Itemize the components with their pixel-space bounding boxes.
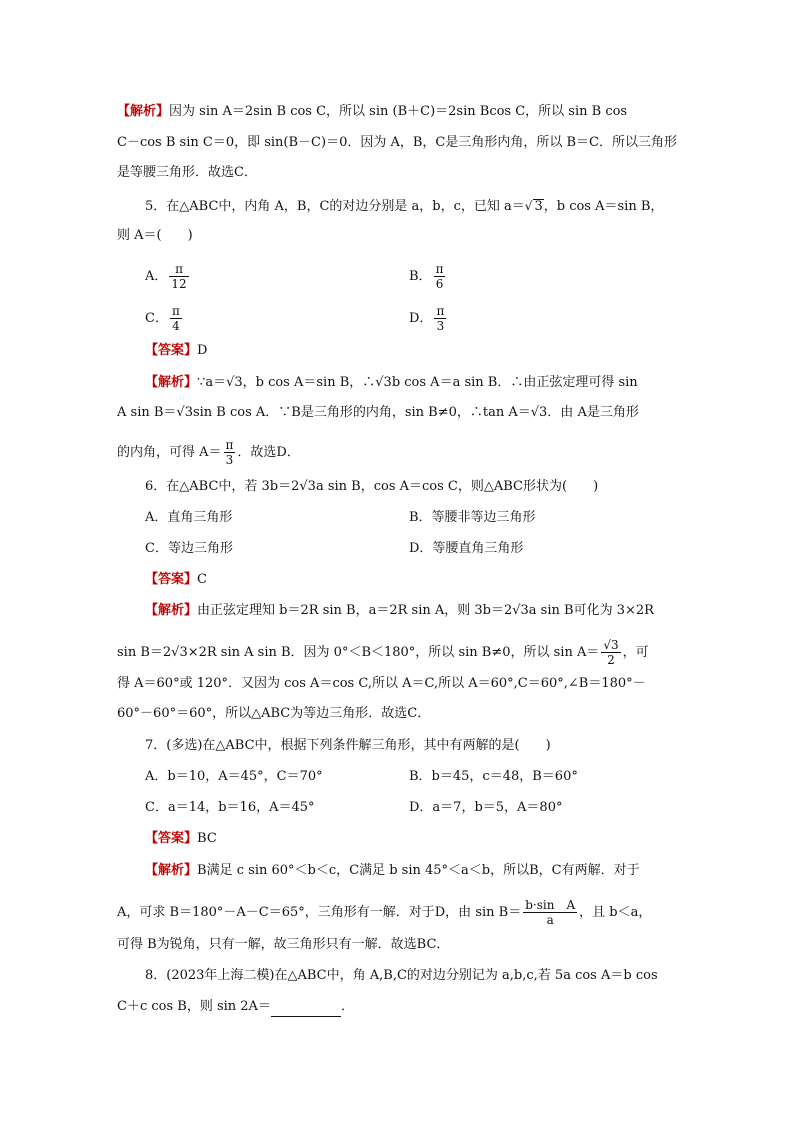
q7-answer: 【答案】BC bbox=[145, 831, 217, 846]
q5-stem-line-1: 5．在△ABC中，内角 A，B，C的对边分别是 a，b，c，已知 a＝√ 3，b cos A＝sin B， bbox=[145, 199, 664, 214]
q6-answer: 【答案】C bbox=[145, 572, 207, 587]
q6-stem: 6．在△ABC中，若 3b＝2√3a sin B，cos A＝cos C，则△ABC形状为( ) bbox=[145, 479, 599, 494]
q6-analysis-line-2: sin B＝2√3×2R sin A sin B．因为 0°＜B＜180°，所以 sin B≠0，所以 sin A＝ $\frac{√3}{2}$ ，可 bbox=[117, 638, 649, 667]
q8-stem-line-1: 8．(2023年上海二模)在△ABC中，角 A,B,C的对边分别记为 a,b,c,若 5a cos A＝b cos bbox=[145, 968, 658, 983]
q4-analysis-line-1: 【解析】因为 sin A＝2sin B cos C，所以 sin (B＋C)＝2sin Bcos C，所以 sin B cos bbox=[117, 104, 628, 119]
q7-option-a: A．b＝10，A＝45°，C＝70° bbox=[145, 769, 323, 784]
q5-analysis-line-2: A sin B＝√3sin B cos A．∵B是三角形的内角，sin B≠0，∴tan A＝√3．由 A是三角形 bbox=[117, 405, 639, 420]
q6-option-c: C．等边三角形 bbox=[145, 541, 233, 556]
q6-analysis-line-3: 得 A＝60°或 120°．又因为 cos A＝cos C,所以 A＝C,所以 A＝60°,C＝60°,∠B＝180°－ bbox=[117, 676, 646, 691]
q5-stem-line-2: 则 A＝( ) bbox=[117, 228, 193, 243]
q7-analysis-line-3: 可得 B为锐角，只有一解，故三角形只有一解．故选BC． bbox=[117, 937, 450, 952]
q5-option-d: D． $\frac{\pi}{3}$ bbox=[409, 304, 445, 333]
q5-option-b: B． $\frac{\pi}{6}$ bbox=[409, 262, 444, 291]
q7-option-d: D．a＝7，b＝5，A＝80° bbox=[409, 800, 563, 815]
q6-analysis-line-4: 60°－60°＝60°，所以△ABC为等边三角形．故选C． bbox=[117, 706, 431, 721]
q6-option-b: B．等腰非等边三角形 bbox=[409, 510, 536, 525]
q6-option-d: D．等腰直角三角形 bbox=[409, 541, 524, 556]
q4-analysis-line-3: 是等腰三角形．故选C． bbox=[117, 165, 257, 180]
q4-analysis-line-2: C－cos B sin C＝0，即 sin(B－C)＝0．因为 A，B，C是三角形内角，所以 B＝C．所以三角形 bbox=[117, 135, 677, 150]
analysis-tag: 解析 bbox=[130, 104, 157, 119]
q6-option-a: A．直角三角形 bbox=[145, 510, 233, 525]
q7-stem: 7．(多选)在△ABC中，根据下列条件解三角形，其中有两解的是( ) bbox=[145, 738, 551, 753]
q6-analysis-line-1: 【解析】由正弦定理知 b＝2R sin B，a＝2R sin A，则 3b＝2√3a sin B可化为 3×2R bbox=[145, 603, 654, 618]
q5-answer: 【答案】D bbox=[145, 343, 208, 358]
q5-analysis-line-3: 的内角，可得 A＝ $\frac{\pi}{3}$ ．故选D． bbox=[117, 438, 300, 467]
q7-option-b: B．b＝45，c＝48，B＝60° bbox=[409, 769, 578, 784]
q7-analysis-line-2: A，可求 B＝180°－A－C＝65°，三角形有一解．对于D，由 sin B＝ $\frac{\text{b·sin A}}{a}$ ，且 b＜a， bbox=[117, 898, 652, 927]
q5-option-a: A． $\frac{\pi}{12}$ bbox=[145, 262, 187, 291]
q5-option-c: C． $\frac{\pi}{4}$ bbox=[145, 304, 180, 333]
q7-option-c: C．a＝14，b＝16，A＝45° bbox=[145, 800, 315, 815]
q8-stem-line-2: C＋c cos B，则 sin 2A＝ ． bbox=[117, 997, 354, 1017]
q5-analysis-line-1: 【解析】∵a＝√3，b cos A＝sin B，∴√3b cos A＝a sin B．∴由正弦定理可得 sin bbox=[145, 375, 638, 390]
answer-blank[interactable] bbox=[271, 1002, 341, 1017]
q7-analysis-line-1: 【解析】B满足 c sin 60°＜b＜c，C满足 b sin 45°＜a＜b，所以B，C有两解．对于 bbox=[145, 863, 640, 878]
